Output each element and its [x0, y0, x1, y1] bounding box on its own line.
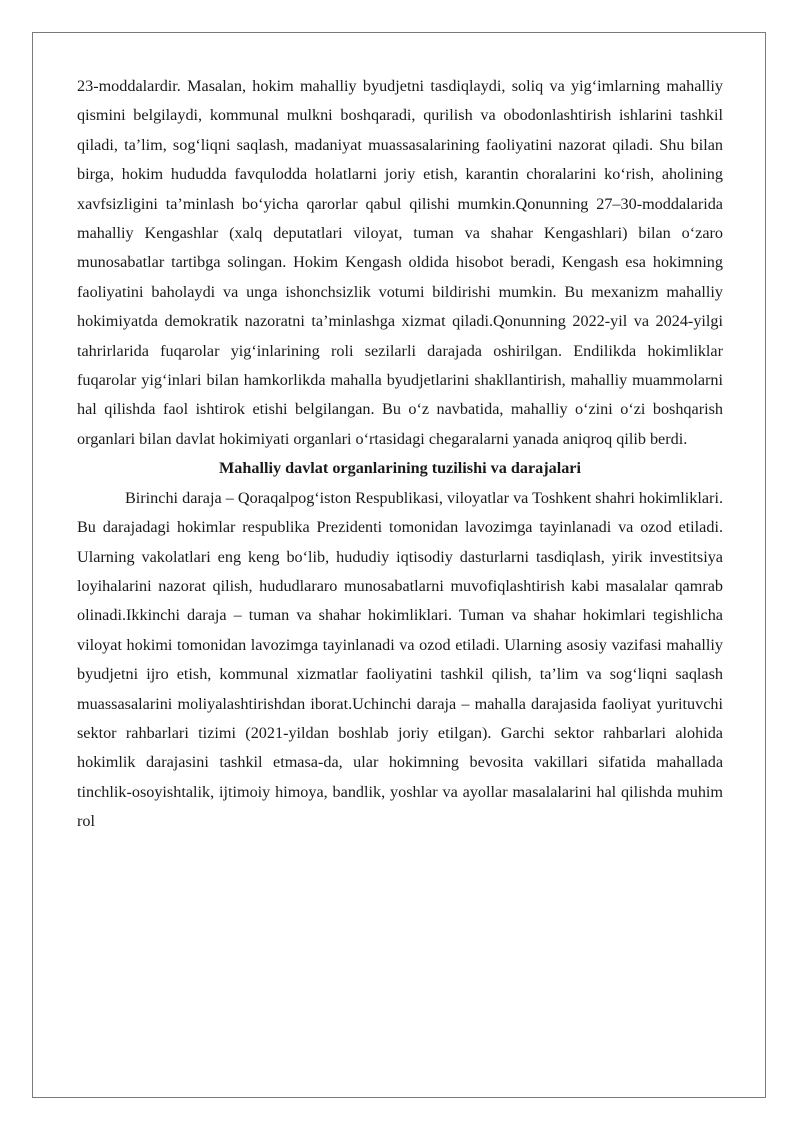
section-heading: Mahalliy davlat organlarining tuzilishi va darajalari [219, 459, 581, 478]
document-body [77, 72, 723, 837]
body-paragraph-levels: Birinchi daraja – Qoraqalpog‘iston Respublikasi, viloyatlar va Toshkent shahri hokimliklari. Bu darajadagi hokimlar respublika Prezidenti tomonidan lavozimga tayinlanadi va ozod etiladi. Ularning vakolatlari eng keng bo‘lib, hududiy iqtisodiy dasturlarni tasdiqlash, yirik investitsiya loyihalarini nazorat qilish, hududlararo munosabatlarni muvofiqlashtirish kabi masalalar qamrab olinadi.Ikkinchi daraja – tuman va shahar hokimliklari. Tuman va shahar hokimlari tegishlicha viloyat hokimi tomonidan lavozimga tayinlanadi va ozod etiladi. Ularning asosiy vazifasi mahalliy byudjetni ijro etish, kommunal xizmatlar faoliyatini tashkil qilish, ta’lim va sog‘liqni saqlash muassasalarini moliyalashtirishdan iborat.Uchinchi daraja – mahalla darajasida faoliyat yurituvchi sektor rahbarlari tizimi (2021-yildan boshlab joriy etilgan). Garchi sektor rahbarlari alohida hokimlik darajasini tashkil etmasa-da, ular hokimning bevosita vakillari sifatida mahallada tinchlik-osoyishtalik, ijtimoiy himoya, bandlik, yoshlar va ayollar masalalarini hal qilishda muhim rol [77, 488, 723, 831]
body-paragraph: 23-moddalardir. Masalan, hokim mahalliy byudjetni tasdiqlaydi, soliq va yig‘imlarning mahalliy qismini belgilaydi, kommunal mulkni boshqaradi, qurilish va obodonlashtirish ishlarini tashkil qiladi, ta’lim, sog‘liqni saqlash, madaniyat muassasalarining faoliyatini nazorat qiladi. Shu bilan birga, hokim hududda favqulodda holatlarni joriy etish, karantin choralarini ko‘rish, aholining xavfsizligini ta’minlash bo‘yicha qarorlar qabul qilishi mumkin.Qonunning 27–30-moddalarida mahalliy Kengashlar (xalq deputatlari viloyat, tuman va shahar Kengashlari) bilan o‘zaro munosabatlar tartibga solingan. Hokim Kengash oldida hisobot beradi, Kengash esa hokimning faoliyatini baholaydi va unga ishonchsizlik votumi bildirishi mumkin. Bu mexanizm mahalliy hokimiyatda demokratik nazoratni ta’minlashga xizmat qiladi.Qonunning 2022-yil va 2024-yilgi tahrirlarida fuqarolar yig‘inlarining roli sezilarli darajada oshirilgan. Endilikda hokimliklar fuqarolar yig‘inlari bilan hamkorlikda mahalla byudjetlarini shakllantirish, mahalliy muammolarni hal qilishda faol ishtirok etishi belgilangan. Bu o‘z navbatida, mahalliy o‘zini o‘zi boshqarish organlari bilan davlat hokimiyati organlari o‘rtasidagi chegaralarni yanada aniqroq qilib berdi. [77, 77, 723, 448]
